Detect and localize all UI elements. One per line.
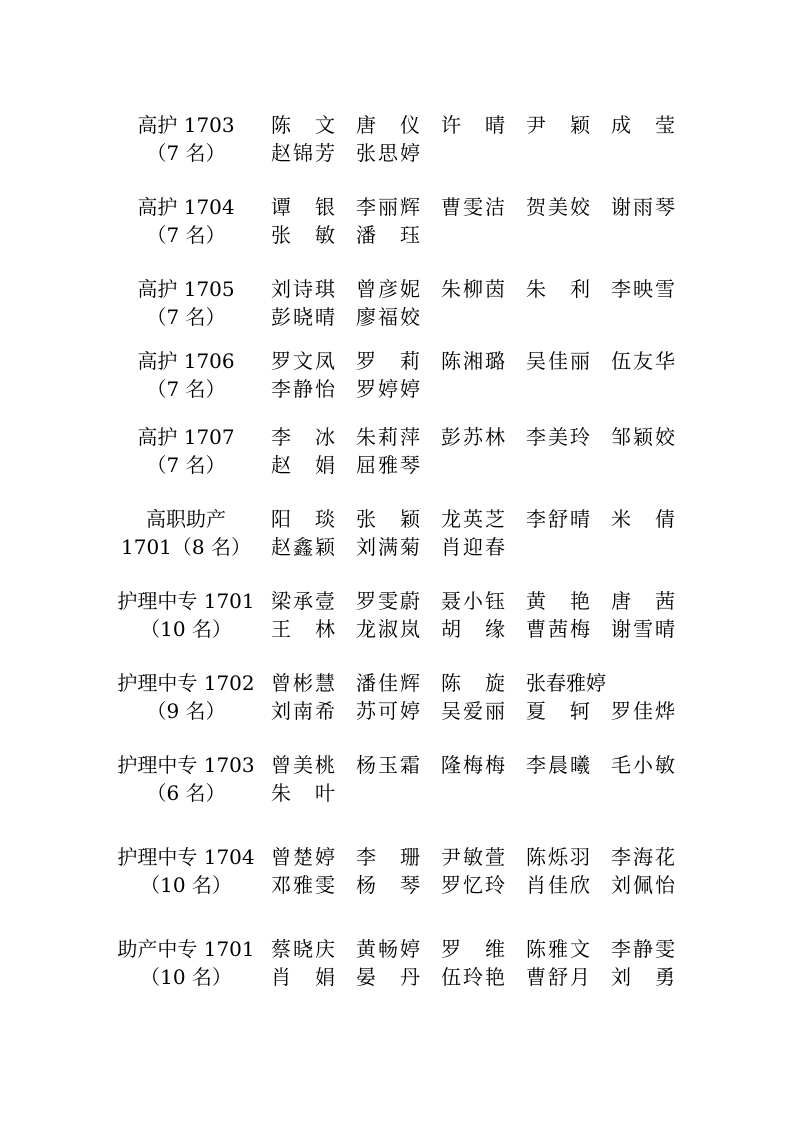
student-name: 张思婷	[356, 141, 420, 165]
student-name: 陈雅文	[526, 937, 590, 961]
class-count: （10 名）	[140, 965, 232, 989]
student-name: 李海花	[611, 845, 675, 869]
student-name: 肖迎春	[441, 535, 505, 559]
student-name: 朱叶	[271, 781, 335, 805]
student-name: 成莹	[611, 113, 675, 137]
student-name: 谢雪晴	[611, 617, 675, 641]
class-count: （10 名）	[140, 617, 232, 641]
student-name: 唐茜	[611, 589, 675, 613]
student-name: 朱利	[526, 277, 590, 301]
class-name: 高职助产	[146, 507, 226, 531]
student-name: 贺美姣	[526, 195, 590, 219]
class-name: 护理中专 1702	[117, 671, 255, 695]
class-count: （10 名）	[140, 873, 232, 897]
student-name: 曹雯洁	[441, 195, 505, 219]
student-name: 李冰	[271, 425, 335, 449]
student-name: 阳琰	[271, 507, 335, 531]
class-count: （7 名）	[146, 453, 226, 477]
student-name: 曾彦妮	[356, 277, 420, 301]
student-name: 李丽辉	[356, 195, 420, 219]
student-name: 刘满菊	[356, 535, 420, 559]
student-name: 黄艳	[526, 589, 590, 613]
class-name: 助产中专 1701	[117, 937, 255, 961]
student-name: 曹舒月	[526, 965, 590, 989]
class-name: 高护 1705	[137, 277, 235, 301]
class-name: 高护 1706	[137, 349, 235, 373]
student-name: 赵娟	[271, 453, 335, 477]
student-name: 潘佳辉	[356, 671, 420, 695]
student-name: 李映雪	[611, 277, 675, 301]
student-name: 许晴	[441, 113, 505, 137]
class-count: （6 名）	[146, 781, 226, 805]
student-name: 米倩	[611, 507, 675, 531]
student-name: 聂小钰	[441, 589, 505, 613]
student-name: 李静雯	[611, 937, 675, 961]
student-name: 陈旋	[441, 671, 505, 695]
student-name: 龙英芝	[441, 507, 505, 531]
student-name: 黄畅婷	[356, 937, 420, 961]
student-name: 罗婷婷	[356, 377, 420, 401]
student-name: 张颖	[356, 507, 420, 531]
student-name: 罗忆玲	[441, 873, 505, 897]
student-name: 罗莉	[356, 349, 420, 373]
class-count: （9 名）	[146, 699, 226, 723]
student-name: 杨琴	[356, 873, 420, 897]
class-entry	[0, 423, 793, 483]
class-count: （7 名）	[146, 305, 226, 329]
student-name: 曾美桃	[271, 753, 335, 777]
student-name: 尹颖	[526, 113, 590, 137]
class-entry	[0, 111, 793, 171]
student-name: 谭银	[271, 195, 335, 219]
student-name: 胡缘	[441, 617, 505, 641]
student-name: 尹敏萱	[441, 845, 505, 869]
student-name: 毛小敏	[611, 753, 675, 777]
student-name: 罗佳烨	[611, 699, 675, 723]
student-name: 屈雅琴	[356, 453, 420, 477]
student-name: 王林	[271, 617, 335, 641]
class-entry	[0, 193, 793, 253]
student-name: 朱莉萍	[356, 425, 420, 449]
student-name: 廖福姣	[356, 305, 420, 329]
class-entry	[0, 275, 793, 335]
student-name: 曾彬慧	[271, 671, 335, 695]
student-name: 龙淑岚	[356, 617, 420, 641]
student-name: 李舒晴	[526, 507, 590, 531]
student-name: 伍友华	[611, 349, 675, 373]
class-name: 高护 1704	[137, 195, 235, 219]
student-name: 罗文凤	[271, 349, 335, 373]
student-name: 潘珏	[356, 223, 420, 247]
class-entry	[0, 587, 793, 647]
student-name: 陈湘璐	[441, 349, 505, 373]
student-name: 隆梅梅	[441, 753, 505, 777]
student-name: 吴爱丽	[441, 699, 505, 723]
student-name: 唐仪	[356, 113, 420, 137]
class-entry	[0, 935, 793, 995]
class-name: 护理中专 1703	[117, 753, 255, 777]
student-name: 杨玉霜	[356, 753, 420, 777]
class-name: 护理中专 1701	[117, 589, 255, 613]
student-name: 赵锦芳	[271, 141, 335, 165]
class-entry	[0, 505, 793, 565]
student-name: 刘南希	[271, 699, 335, 723]
student-name: 梁承壹	[271, 589, 335, 613]
class-name: 护理中专 1704	[117, 845, 255, 869]
student-name: 李静怡	[271, 377, 335, 401]
student-name: 李珊	[356, 845, 420, 869]
student-name: 彭苏林	[441, 425, 505, 449]
student-name: 罗维	[441, 937, 505, 961]
student-name: 邓雅雯	[271, 873, 335, 897]
class-entry	[0, 669, 793, 729]
class-entry	[0, 843, 793, 903]
class-count: （7 名）	[146, 223, 226, 247]
student-name: 肖娟	[271, 965, 335, 989]
student-name: 李晨曦	[526, 753, 590, 777]
class-count: 1701（8 名）	[121, 535, 251, 559]
student-name: 曾楚婷	[271, 845, 335, 869]
student-name: 刘诗琪	[271, 277, 335, 301]
student-name: 夏轲	[526, 699, 590, 723]
student-name: 谢雨琴	[611, 195, 675, 219]
student-name: 陈烁羽	[526, 845, 590, 869]
class-count: （7 名）	[146, 377, 226, 401]
student-name: 吴佳丽	[526, 349, 590, 373]
student-name: 肖佳欣	[526, 873, 590, 897]
class-count: （7 名）	[146, 141, 226, 165]
student-name: 晏丹	[356, 965, 420, 989]
student-name: 刘佩怡	[611, 873, 675, 897]
student-name: 彭晓晴	[271, 305, 335, 329]
student-name: 陈文	[271, 113, 335, 137]
student-name: 罗雯蔚	[356, 589, 420, 613]
student-name: 蔡晓庆	[271, 937, 335, 961]
student-name: 张春雅婷	[526, 671, 606, 695]
student-name: 李美玲	[526, 425, 590, 449]
student-name: 邹颖姣	[611, 425, 675, 449]
class-name: 高护 1707	[137, 425, 235, 449]
class-entry	[0, 347, 793, 407]
student-name: 赵鑫颖	[271, 535, 335, 559]
student-name: 刘勇	[611, 965, 675, 989]
class-entry	[0, 751, 793, 811]
student-name: 曹茜梅	[526, 617, 590, 641]
student-name: 朱柳茵	[441, 277, 505, 301]
student-name: 张敏	[271, 223, 335, 247]
student-name: 苏可婷	[356, 699, 420, 723]
student-name: 伍玲艳	[441, 965, 505, 989]
class-name: 高护 1703	[137, 113, 235, 137]
